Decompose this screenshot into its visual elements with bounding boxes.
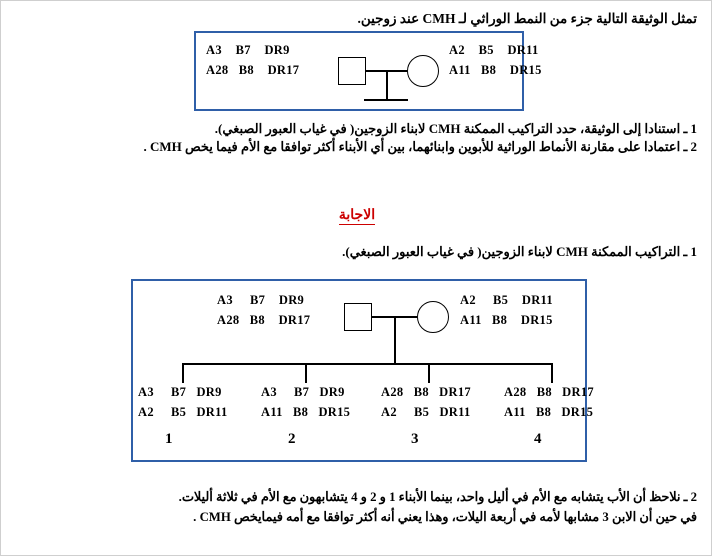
- mother-haplotype-line1: A2 B5 DR11: [449, 43, 539, 57]
- child-drop-2: [305, 363, 307, 383]
- father2-haplotype-line2: A28 B8 DR17: [217, 313, 311, 327]
- child-1-number: 1: [165, 431, 173, 447]
- child-4-haplotype-line1: A28 B8 DR17: [504, 385, 594, 399]
- child-4-haplotype-line2: A11 B8 DR15: [504, 405, 594, 419]
- mother-circle-symbol: [407, 55, 439, 87]
- child-drop-1: [182, 363, 184, 383]
- question-1: 1 ـ استنادا إلى الوثيقة، حدد التراكيب الممكنة CMH لابناء الزوجين( في غياب العبور الصبغي).: [214, 121, 697, 136]
- father2-haplotype-line1: A3 B7 DR9: [217, 293, 305, 307]
- conclusion-block: [13, 487, 697, 528]
- child-drop-4: [551, 363, 553, 383]
- descent-line: [386, 70, 388, 100]
- child-2-haplotype-line1: A3 B7 DR9: [261, 385, 345, 399]
- father-haplotype-line2: A28 B8 DR17: [206, 63, 300, 77]
- answer-heading: [1, 207, 712, 224]
- conclusion-line-2: في حين أن الابن 3 مشابها لأمه في أربعة اليلات، وهذا يعني أنه أكثر توافقا مع أمه فيمايخص CMH .: [193, 510, 697, 525]
- mother2-haplotype-line2: A11 B8 DR15: [460, 313, 553, 327]
- child-1-haplotype-line1: A3 B7 DR9: [138, 385, 222, 399]
- child-drop-3: [428, 363, 430, 383]
- child-2-number: 2: [288, 431, 296, 447]
- intro-text: تمثل الوثيقة التالية جزء من النمط الوراثي لـ CMH عند زوجين.: [357, 11, 697, 26]
- pedigree-diagram-1: [194, 31, 542, 111]
- mother2-circle-symbol: [417, 301, 449, 333]
- child-3-haplotype-line2: A2 B5 DR11: [381, 405, 471, 419]
- child-2-haplotype-line2: A11 B8 DR15: [261, 405, 351, 419]
- conclusion-line-1: 2 ـ نلاحظ أن الأب يتشابه مع الأم في أليل واحد، بينما الأبناء 1 و 2 و 4 يتشابهون مع الأم في ثلاثة أليلات.: [178, 490, 697, 504]
- sibship-line-2: [182, 363, 552, 365]
- mother2-haplotype-line1: A2 B5 DR11: [460, 293, 553, 307]
- sibship-line: [364, 99, 408, 101]
- child-3-haplotype-line1: A28 B8 DR17: [381, 385, 471, 399]
- descent-line-2: [394, 316, 396, 364]
- question-2: 2 ـ اعتمادا على مقارنة الأنماط الوراثية للأبوين وابنائهما، بين أي الأبناء أكثر توافقا مع الأم فيما يخص CMH .: [143, 139, 697, 154]
- answer-1-text: 1 ـ التراكيب الممكنة CMH لابناء الزوجين( في غياب العبور الصبغي).: [342, 244, 697, 259]
- father2-square-symbol: [344, 303, 372, 331]
- answer-heading-text: الاجابة: [338, 208, 376, 223]
- child-3-number: 3: [411, 431, 419, 447]
- child-4-number: 4: [534, 431, 542, 447]
- father-haplotype-line1: A3 B7 DR9: [206, 43, 290, 57]
- mother-haplotype-line2: A11 B8 DR15: [449, 63, 542, 77]
- father-square-symbol: [338, 57, 366, 85]
- child-1-haplotype-line2: A2 B5 DR11: [138, 405, 228, 419]
- pedigree-diagram-2: [131, 279, 594, 462]
